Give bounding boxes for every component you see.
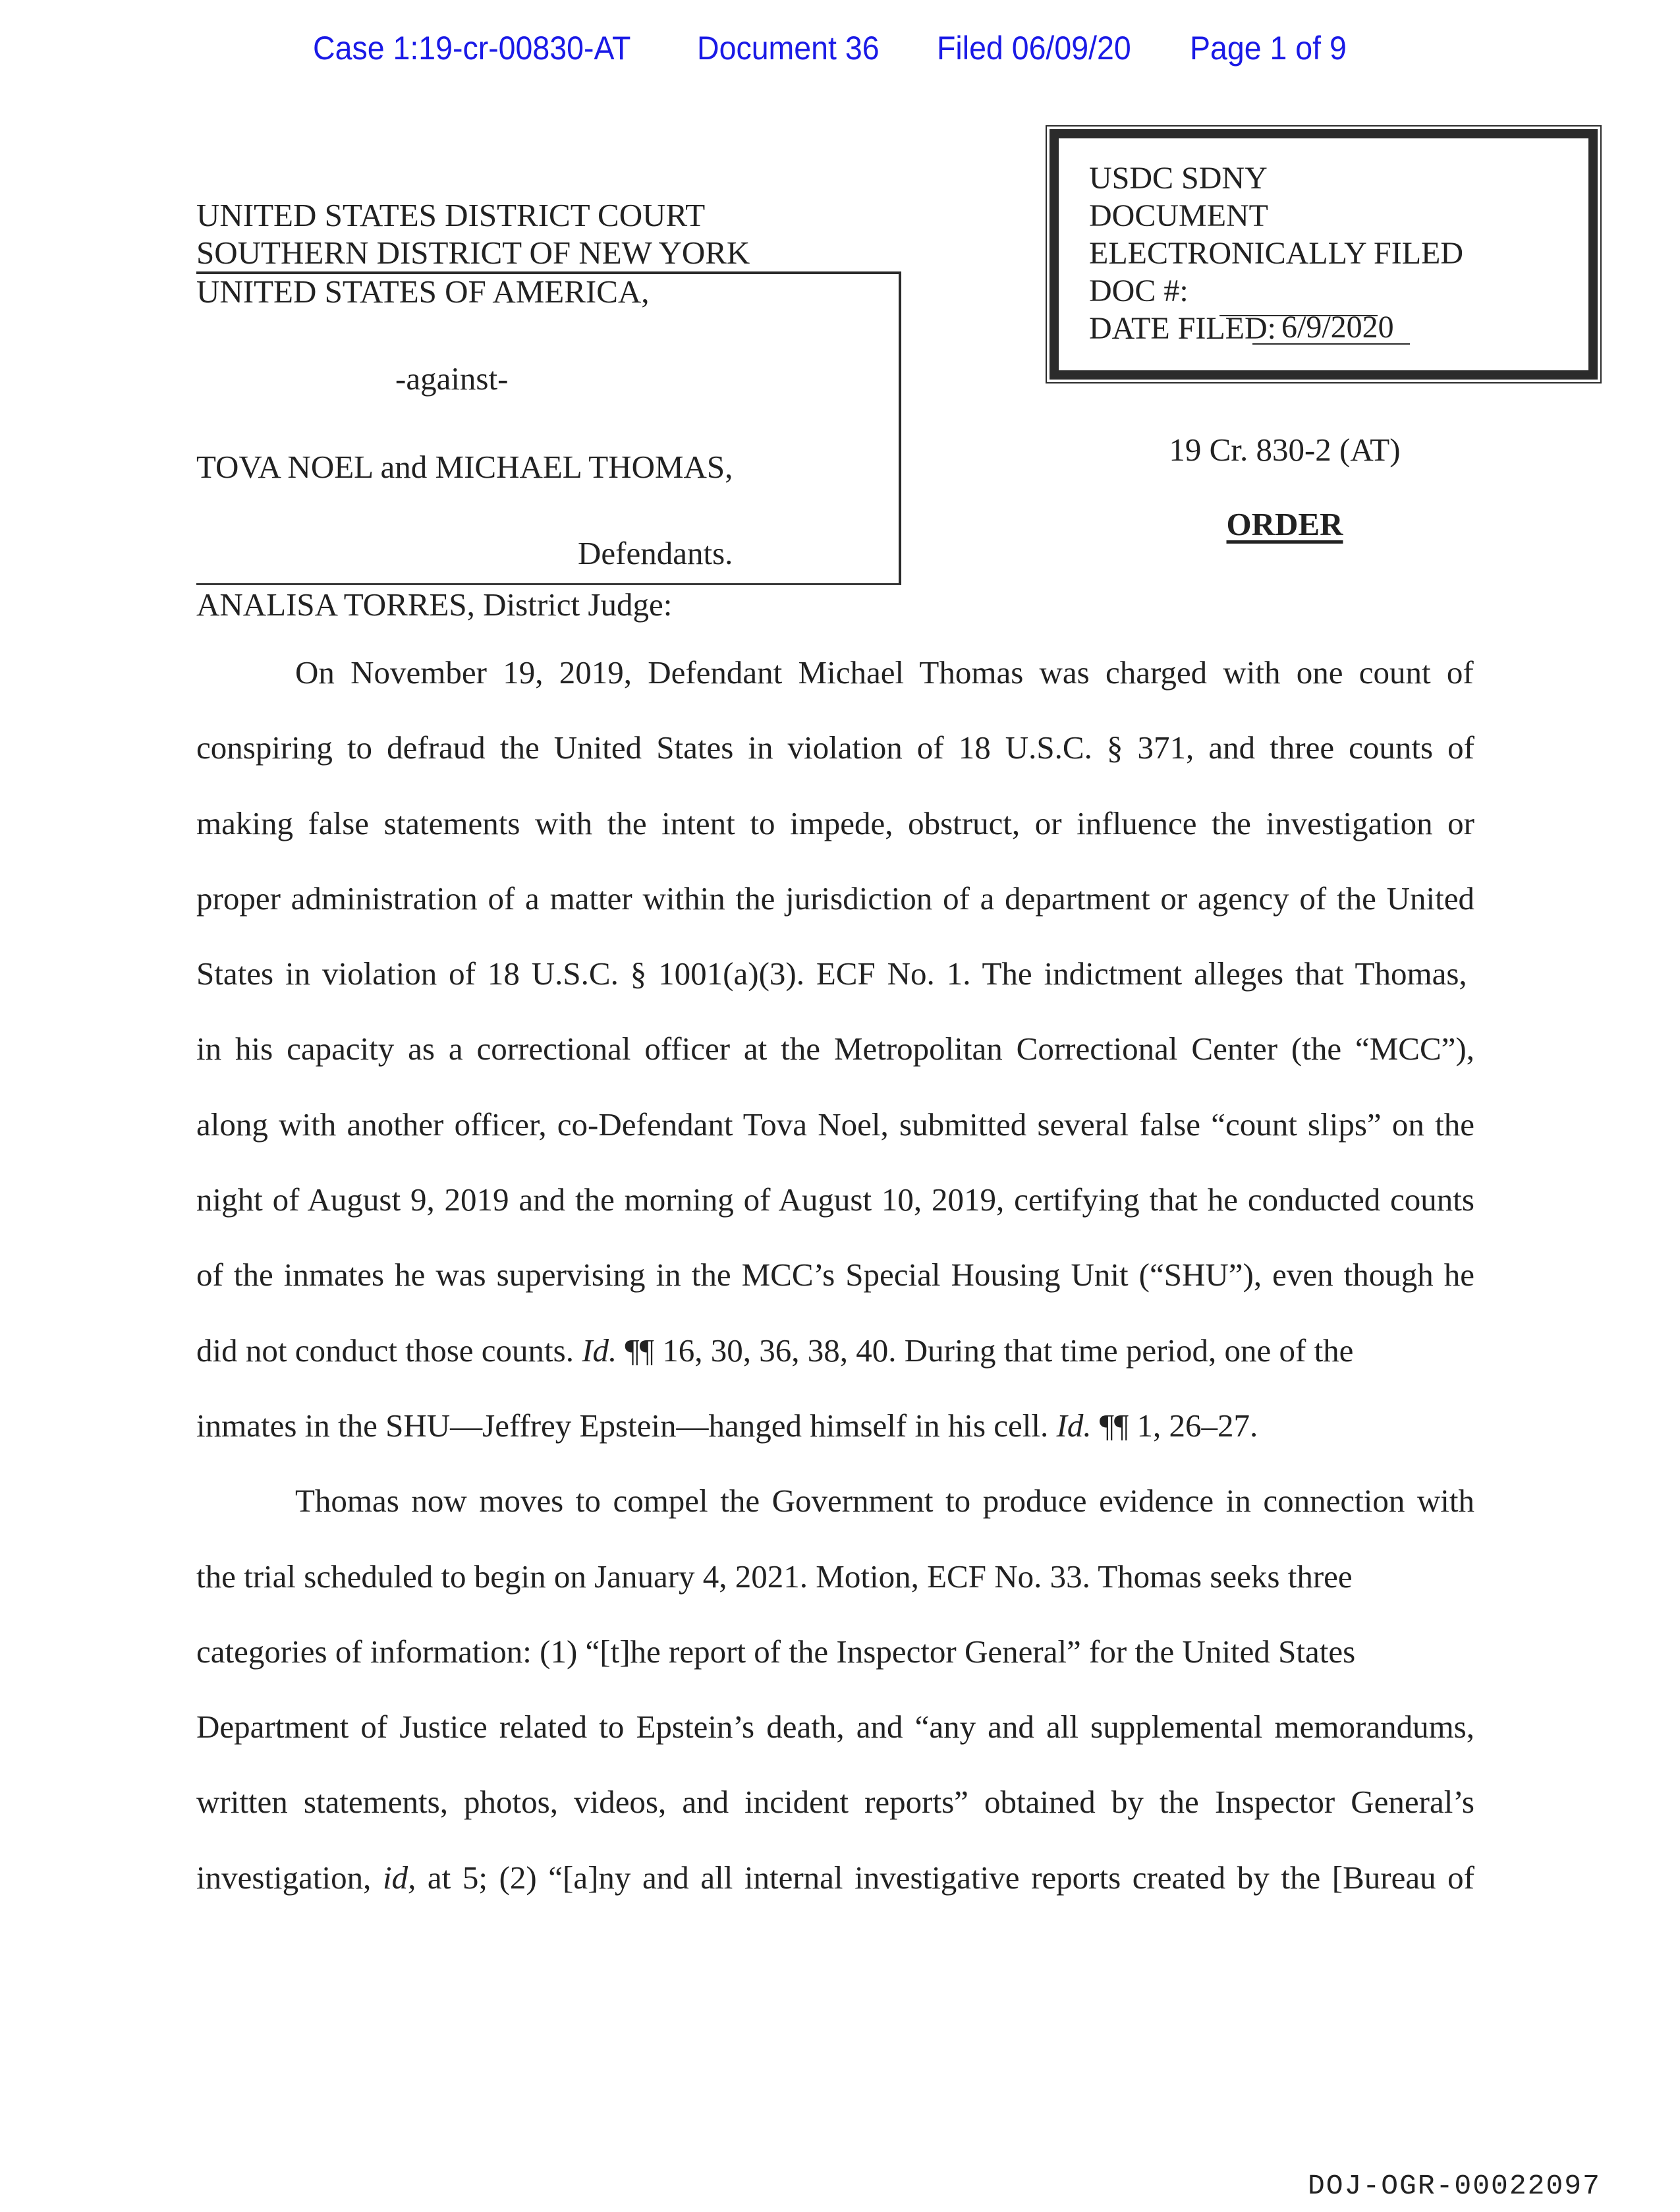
judge-line: ANALISA TORRES, District Judge: [196,586,673,623]
body-line [196,882,1474,957]
stamp-date-value: 6/9/2020 [1252,312,1410,345]
body-line-text: in his capacity as a correctional officer at the Metropolitan Correctional Center (the “MCC”), [196,1031,1474,1067]
body-line [196,1183,1474,1259]
citation-italic: Id. [1056,1407,1092,1444]
case-number: 19 Cr. 830-2 (AT) [1169,432,1401,468]
ecf-page-count: Page 1 of 9 [1190,30,1347,67]
court-name: UNITED STATES DISTRICT COURT [196,197,706,233]
body-line-text: proper administration of a matter within the jurisdiction of a department or agency of the United [196,880,1474,917]
body-line [196,1485,1474,1560]
body-line [196,656,1474,731]
body-line [196,1409,1474,1485]
order-title-text: ORDER [1226,506,1343,542]
defendants-names: TOVA NOEL and MICHAEL THOMAS, [196,449,733,485]
body-line-text: making false statements with the intent to impede, obstruct, or influence the investigation or [196,805,1474,841]
body-line [196,731,1474,807]
citation-italic: id, [382,1859,416,1896]
stamp-date-filed [1089,310,1394,346]
body-line [196,1033,1474,1108]
body-line-text: along with another officer, co-Defendant Tova Noel, submitted several false “count slips” on the [196,1106,1474,1143]
body-line-text: Department of Justice related to Epstein’s death, and “any and all supplemental memorandums, [196,1709,1474,1745]
stamp-doc-label: DOC #: [1089,273,1189,308]
caption-box [196,271,901,585]
plaintiff: UNITED STATES OF AMERICA, [196,273,650,310]
defendants-label: Defendants. [578,535,733,571]
stamp-document: DOCUMENT [1089,198,1268,233]
stamp-date-label: DATE FILED: [1089,311,1276,346]
ecf-filed-date: Filed 06/09/20 [937,30,1131,67]
body-line-text: at 5; (2) “[a]ny and all internal investigative reports created by the [Bureau of [416,1859,1474,1896]
body-line-text: On November 19, 2019, Defendant Michael Thomas was charged with one count of [295,654,1474,691]
ecf-document-number: Document 36 [697,30,880,67]
body-line-text: inmates in the SHU—Jeffrey Epstein—hanged himself in his cell. [196,1407,1057,1444]
order-title [1166,508,1403,540]
versus-label: -against- [395,360,509,397]
body-line-text: States in violation of 18 U.S.C. § 1001(a)(3). ECF No. 1. The indictment alleges that Thomas, [196,955,1467,992]
body-line-text: ¶¶ 1, 26–27. [1091,1407,1258,1444]
body-line-text: night of August 9, 2019 and the morning of August 10, 2019, certifying that he conducted counts [196,1181,1474,1218]
filing-stamp [1046,125,1602,383]
body-line [196,957,1474,1033]
citation-italic: Id. [582,1332,617,1369]
body-line [196,807,1474,882]
body-line [196,1560,1474,1635]
body-line-text: Thomas now moves to compel the Government to produce evidence in connection with [295,1483,1474,1519]
body-line-text: ¶¶ 16, 30, 36, 38, 40. During that time period, one of the [617,1332,1354,1369]
body-line-text: did not conduct those counts. [196,1332,582,1369]
body-line [196,1786,1474,1861]
body-line [196,1711,1474,1786]
body-line-text: written statements, photos, videos, and incident reports” obtained by the Inspector General’s [196,1784,1474,1821]
ecf-header [0,29,1680,71]
stamp-electronically-filed: ELECTRONICALLY FILED [1089,236,1464,271]
body-line-text: the trial scheduled to begin on January 4, 2021. Motion, ECF No. 33. Thomas seeks three [196,1558,1353,1595]
stamp-court: USDC SDNY [1089,161,1268,196]
stamp-doc-number [1089,275,1189,307]
body-line-text: conspiring to defraud the United States in violation of 18 U.S.C. § 371, and three counts of [196,729,1474,766]
body-line [196,1334,1474,1409]
body-line [196,1861,1474,1937]
bates-number: DOJ-OGR-00022097 [1308,2170,1601,2202]
body-line-text: categories of information: (1) “[t]he report of the Inspector General” for the United States [196,1633,1356,1670]
order-body [196,656,1474,1937]
body-line [196,1259,1474,1334]
court-district: SOUTHERN DISTRICT OF NEW YORK [196,235,750,271]
body-line-text: investigation, [196,1859,383,1896]
body-line-text: of the inmates he was supervising in the MCC’s Special Housing Unit (“SHU”), even though he [196,1257,1474,1293]
ecf-case-number: Case 1:19-cr-00830-AT [313,30,631,67]
body-line [196,1108,1474,1183]
body-line [196,1635,1474,1711]
